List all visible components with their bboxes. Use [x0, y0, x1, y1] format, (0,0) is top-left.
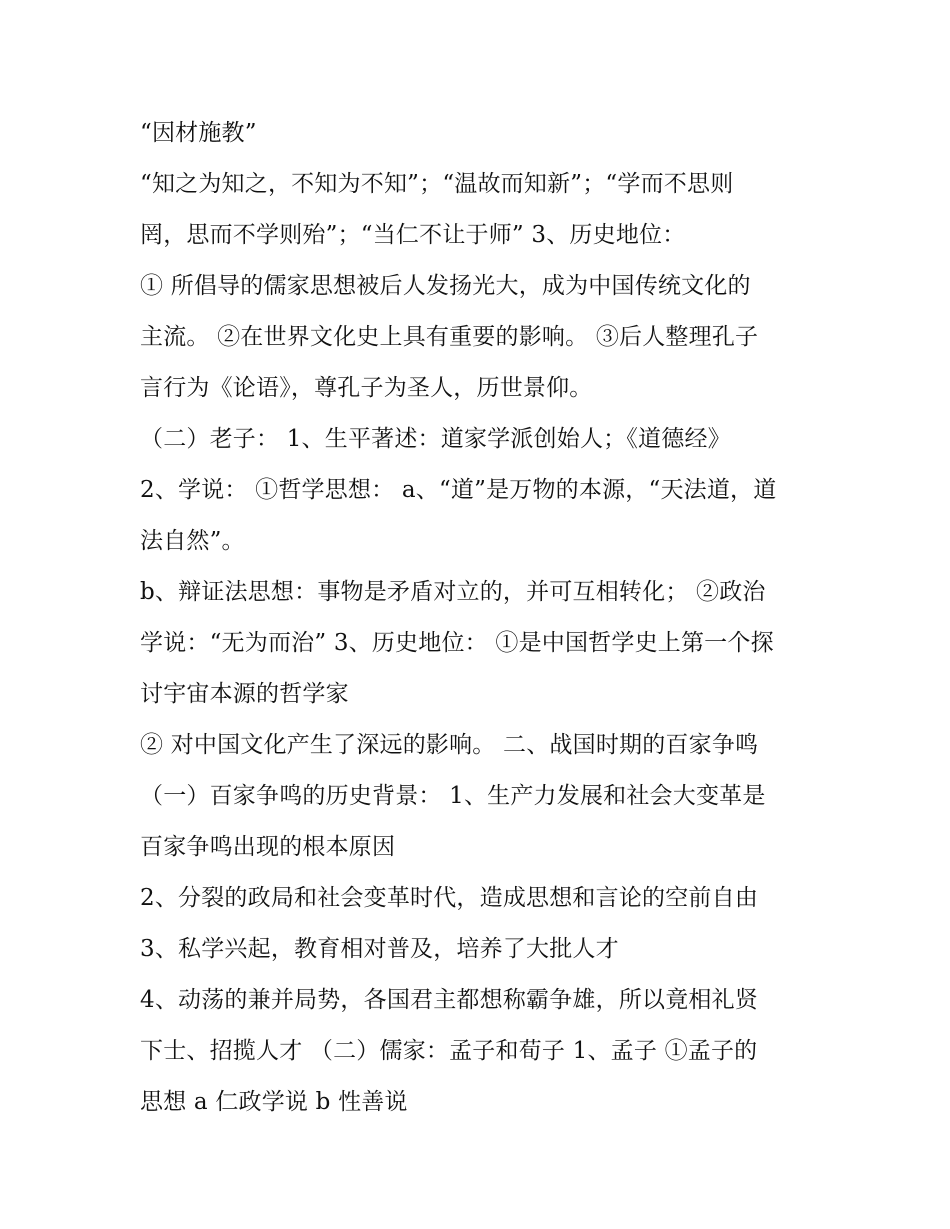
- text-line: 2、分裂的政局和社会变革时代，造成思想和言论的空前自由: [140, 885, 759, 911]
- text-line: 3、私学兴起，教育相对普及，培养了大批人才: [140, 936, 619, 962]
- text-line: ① 所倡导的儒家思想被后人发扬光大，成为中国传统文化的: [140, 273, 751, 299]
- text-line: 2、学说： ①哲学思想： a、“道”是万物的本源，“天法道，道: [140, 477, 777, 503]
- text-line: 学说：“无为而治” 3、历史地位： ①是中国哲学史上第一个探: [140, 630, 774, 656]
- text-line: 讨宇宙本源的哲学家: [140, 681, 349, 707]
- text-line: （一）百家争鸣的历史背景： 1、生产力发展和社会大变革是: [140, 783, 766, 809]
- text-line: ② 对中国文化产生了深远的影响。 二、战国时期的百家争鸣: [140, 732, 759, 758]
- text-line: 罔，思而不学则殆”；“当仁不让于师” 3、历史地位：: [140, 222, 686, 248]
- text-line: “知之为知之，不知为不知”；“温故而知新”；“学而不思则: [140, 171, 734, 197]
- text-line: 主流。 ②在世界文化史上具有重要的影响。 ③后人整理孔子: [140, 324, 759, 350]
- text-line: 下士、招揽人才 （二）儒家：孟子和荀子 1、孟子 ①孟子的: [140, 1038, 758, 1064]
- text-line: 言行为《论语》，尊孔子为圣人，历世景仰。: [140, 375, 593, 401]
- text-line: （二）老子： 1、生平著述：道家学派创始人；《道德经》: [140, 426, 731, 452]
- text-line: 思想 a 仁政学说 b 性善说: [140, 1089, 408, 1115]
- text-line: 百家争鸣出现的根本原因: [140, 834, 396, 860]
- document-body: [140, 108, 830, 1128]
- text-line: 法自然”。: [140, 528, 245, 554]
- text-line: “因材施教”: [140, 120, 257, 146]
- text-line: b、辩证法思想：事物是矛盾对立的，并可互相转化； ②政治: [140, 579, 766, 605]
- text-line: 4、动荡的兼并局势，各国君主都想称霸争雄，所以竟相礼贤: [140, 987, 759, 1013]
